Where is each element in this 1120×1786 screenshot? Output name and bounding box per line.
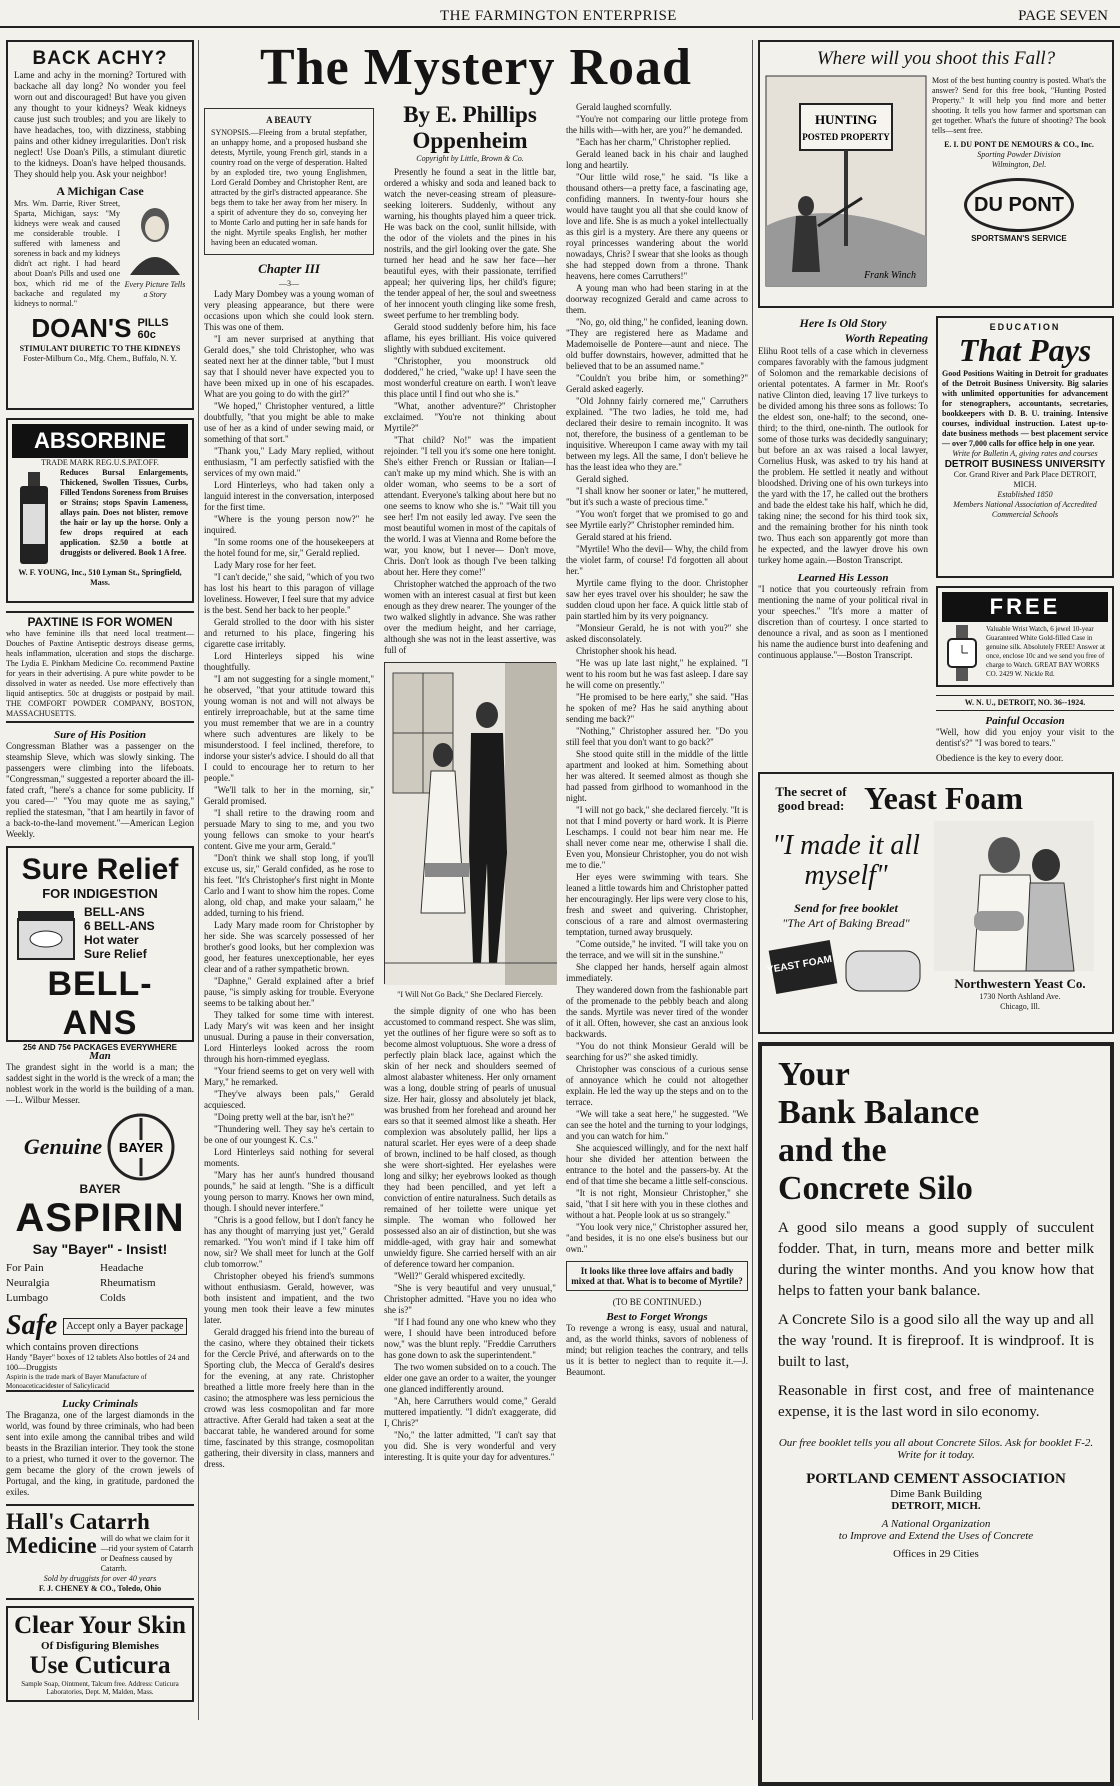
absorbine-trademark: TRADE MARK REG.U.S.PAT.OFF. <box>41 458 159 467</box>
doans-tagline: STIMULANT DIURETIC TO THE KIDNEYS <box>19 344 181 353</box>
yeast-city: Chicago, Ill. <box>1000 1002 1040 1011</box>
svg-text:BAYER: BAYER <box>118 1140 164 1155</box>
silo-paragraph: A Concrete Silo is a good silo all the way up and all the way 'round. It is fireproof. It is windproof. It is built to last, <box>778 1312 1094 1370</box>
aspirin-use: Colds <box>100 1292 126 1304</box>
absorbine-ad <box>6 418 194 603</box>
dupont-city: Wilmington, Del. <box>991 160 1047 169</box>
synopsis-title: A BEAUTY <box>266 115 312 125</box>
filler-lucky-criminals <box>6 1398 194 1498</box>
halls-brand: Hall's Catarrh <box>6 1509 150 1534</box>
story-paragraph: "Monsieur Gerald, he is not with you?" she asked disconsolately. <box>566 623 748 644</box>
story-paragraph: Christopher shook his head. <box>576 646 677 656</box>
doans-pills-label: PILLS <box>137 316 169 329</box>
story-paragraph: "Nothing," Christopher assured her. "Do you still feel that you don't want to go back?" <box>566 726 748 747</box>
halls-sold: Sold by druggists for over 40 years <box>43 1574 157 1583</box>
story-paragraph: "Daphne," Gerald explained after a brief pause, "is simply asking for trouble. Everyone seems to be talking about her." <box>204 976 374 1008</box>
story-paragraph: Lady Mary made room for Christopher by her side. She was scarcely possessed of her brother's good looks, but her complexion was good, her features unexceptionable, her eyes clear and of a rather sympathetic brown. <box>204 920 374 974</box>
yeast-address: 1730 North Ashland Ave. <box>979 992 1061 1001</box>
doans-ad <box>6 40 194 410</box>
story-text <box>384 1006 556 1463</box>
bayer-aspirin-ad <box>6 1112 194 1392</box>
bayer-cross-icon <box>106 1112 176 1182</box>
story-paragraph: Her eyes were swimming with tears. She leaned a little towards him and Christopher patted her encouragingly. Her lips were very close to his, fresh and sweet and quivering. Christopher, conscious of a rare and almost overmastering temptation, turned away brusquely. <box>566 872 748 937</box>
absorbine-body: Reduces Bursal Enlargements, Thickened, Swollen Tissues, Curbs, Filled Tendons Soreness from Bruises or Strains; stops Spavin Lameness, allays pain. Does not blister, remove the hair or lay up the horse. Only a few drops required at each application. $2.50 a bottle at druggists or delivered. Book 1 A free. <box>60 468 188 557</box>
dbu-established: Established 1850 <box>997 490 1053 499</box>
filler-title: Painful Occasion <box>985 715 1065 727</box>
story-paragraph: "No," the latter admitted, "I can't say that you did. She is very wonderful and very interesting. It is quite your day for adventures." <box>384 1430 556 1462</box>
story-paragraph: "We'll talk to her in the morning, sir," Gerald promised. <box>204 785 374 806</box>
filler-title: Worth Repeating <box>844 331 928 345</box>
filler-sure-of-position <box>6 729 194 840</box>
yeast-booklet: "The Art of Baking Bread" <box>782 916 910 930</box>
story-paragraph: "Where is the young person now?" he inquired. <box>204 514 374 535</box>
package-text: YEAST FOAM <box>766 953 833 977</box>
cuticura-line: Of Disfiguring Blemishes <box>41 1640 159 1652</box>
wrist-watch-icon <box>942 625 982 681</box>
chapter-heading: Chapter III <box>258 261 320 276</box>
story-paragraph: "He was up late last night," he explained. "I went to his room but he was fast asleep. I dare say he will come on presently." <box>566 658 748 690</box>
story-paragraph: "He promised to be here early," she said. "Has he spoken of me? Has he said anything about sending me back?" <box>566 692 748 724</box>
synopsis-box <box>204 108 374 255</box>
paxtine-headline: PAXTINE IS FOR WOMEN <box>27 615 173 629</box>
doans-body: Lame and achy in the morning? Tortured with backache all day long? No wonder you feel worn out and discouraged! But have you given any thought to your kidneys? Weak kidneys cause just such troubles; and you are likely to have headaches, too, with dizziness, stabbing pains and other kidney irregularities. Don't risk neglect! Use Doan's Pills, a stimulant diuretic to the kidneys. Doan's have helped thousands. They should help you. Ask your neighbor! <box>14 70 186 179</box>
doans-case-title: A Michigan Case <box>56 184 144 198</box>
aspirin-insist: Say "Bayer" - Insist! <box>32 1241 168 1257</box>
story-paragraph: "We hoped," Christopher ventured, a little doubtfully, "that you might be able to make use of her as a kind of under sewing maid, or something of that sort." <box>204 401 374 444</box>
story-teaser: It looks like three love affairs and badly mixed at that. What is to become of Myrtile? <box>566 1261 748 1291</box>
bellans-package-label: BELL-ANS <box>84 905 145 919</box>
filler-body: To revenge a wrong is easy, usual and natural, and, as the world thinks, savors of nobleness of mind; but religion teaches the contrary, and tells us it is better to neglect than to requite it.—J. Beaumont. <box>566 1323 748 1377</box>
story-paragraph: Lord Hinterleys, who had taken only a languid interest in the conversation, interposed for the first time. <box>204 480 374 512</box>
doans-brand: DOAN'S <box>31 313 132 343</box>
dupont-ad <box>758 40 1114 308</box>
column-rule <box>752 40 753 1720</box>
silo-booklet: Our free booklet tells you all about Concrete Silos. Ask for booklet F-2. Write for it today. <box>778 1437 1094 1461</box>
silo-headline: Concrete Silo <box>778 1170 973 1207</box>
pca-purpose: to Improve and Extend the Uses of Concrete <box>838 1530 1034 1542</box>
filler-title: Sure of His Position <box>54 729 146 741</box>
filler-maxim: Obedience is the key to every door. <box>936 753 1064 763</box>
dupont-division: Sporting Powder Division <box>977 150 1061 159</box>
doans-testimonial: Mrs. Wm. Darrie, River Street, Sparta, Michigan, says: "My kidneys were weak and caused me considerable trouble. I suffered with lameness and soreness in back and my kidneys didn't act right. I had heard about Doan's Pills and used one box, which rid me of the backache and regulated my kidneys to normal." <box>14 199 120 308</box>
silo-headline: and the <box>778 1132 887 1169</box>
story-paragraph: "It is not right, Monsieur Christopher," she said, "that I sit here with you in these clothes and without a hat. People look at us so strangely." <box>566 1188 748 1220</box>
story-paragraph: "Your friend seems to get on very well with Mary," he remarked. <box>204 1066 374 1087</box>
story-paragraph: "Thundering well. They say he's certain to be one of our youngest K. C.s." <box>204 1124 374 1145</box>
story-paragraph: "Each has her charm," Christopher replied. <box>576 137 731 147</box>
aspirin-trademark: Aspirin is the trade mark of Bayer Manufacture of Monoaceticacidester of Salicylicacid <box>6 1373 147 1390</box>
story-paragraph: Lady Mary rose for her feet. <box>214 560 316 570</box>
aspirin-boxes: Handy "Bayer" boxes of 12 tablets Also bottles of 24 and 100—Druggists <box>6 1353 190 1372</box>
woman-portrait-icon <box>124 199 186 275</box>
story-paragraph: "If I had found any one who knew who they were, I should have been introduced before now," was the blunt reply. "Freddie Carruthers has gone down to ask the superintendent." <box>384 1317 556 1360</box>
synopsis-text: SYNOPSIS.—Fleeing from a brutal stepfather, an unhappy home, and a proposed husband she detests, Myrtile, young French girl, stands in a country road on the verge of desperation. Halted by an exploded tire, two young Englishmen, Lord Gerald Dombey and Christopher Rent, are attracted by the girl's distracted appearance. She begs them to take her away from her misery. In a spirit of adventure they do so, conveying her to Monte Carlo and putting her in safe hands for the night. Myrtile speaks English, her mother having been an educated woman. <box>211 128 367 247</box>
to-be-continued: (TO BE CONTINUED.) <box>612 1297 702 1307</box>
story-paragraph: "We will take a seat here," he suggested. "We can see the hotel and the turning to your lodgings, and you can watch for him." <box>566 1109 748 1141</box>
story-column <box>384 102 556 1471</box>
story-paragraph: "Mary has her aunt's hundred thousand pounds," he said at length. "She is a difficult young person to marry. Knows her own mind, though. I should never interfere." <box>204 1170 374 1213</box>
pca-city: DETROIT, MICH. <box>891 1500 981 1512</box>
cuticura-ad <box>6 1606 194 1702</box>
story-text <box>204 289 374 1470</box>
filler-title: Learned His Lesson <box>797 572 889 584</box>
story-paragraph: Christopher was conscious of a curious sense of annoyance which he could not altogether explain. He led the way up the steps and on to the terrace. <box>566 1064 748 1107</box>
paxtine-body: who have feminine ills that need local treatment—Douches of Paxtine Antiseptic destroys disease germs, heals inflammation, ulceration and stops the discharge. The Lydia E. Pinkham Medicine Co. recommend Paxtine for years in their advertising. A pure white powder to be dissolved in water as needed. Use more effectively than liquid antiseptics. 50c at druggists or postpaid by mail. THE COMFORT POWDER COMPANY, BOSTON, MASSACHUSETTS. <box>6 629 194 718</box>
halls-ad <box>6 1504 194 1600</box>
dbu-write: Write for Bulletin A, giving rates and courses <box>952 449 1098 458</box>
women-baking-icon <box>934 821 1094 971</box>
sign-text: POSTED PROPERTY <box>802 132 890 142</box>
doans-price: 60c <box>137 328 156 341</box>
filler-title: Here Is Old Story <box>799 316 887 330</box>
bellans-note: 6 BELL-ANS <box>84 919 155 933</box>
dbu-body: Good Positions Waiting in Detroit for graduates of the Detroit Business University. Big salaries with unlimited opportunities for advancement for stenographers, accountants, secretaries, bookkeepers with D. B. U. training. Intensive courses, individual instruction. Latest up-to-date business methods — best placement service — over 7,000 calls for office help in one year. <box>942 369 1108 448</box>
halls-maker: F. J. CHENEY & CO., Toledo, Ohio <box>38 1584 162 1593</box>
story-column <box>204 102 374 1471</box>
yeast-brand: Yeast Foam <box>864 780 1024 816</box>
yeast-quote: "I made it all myself" <box>772 830 920 891</box>
filler-man <box>6 1050 194 1106</box>
portrait-caption: Every Picture Tells a Story <box>124 280 186 299</box>
story-paragraph: Presently he found a seat in the little bar, ordered a whisky and soda and leaned back to watch the never-ceasing stream of pleasure-seeking loiterers. Suddenly, without any warning, his thoughts played him a queer trick. He was back on the cool, sunlit hillside, with the odor of the violets and the pines in his nostrils, and the girl looking over the gate. She turned her head and he saw her face—her beautiful eyes, with their passionate, terrified appeal; her quivering lips, her child's figure; the tender appeal of her, the soul and sweetness of her innocent youth clinging like some fresh, sweet perfume to her trembling body. <box>384 167 556 320</box>
bellans-ad <box>6 846 194 1052</box>
bayer-name: BAYER <box>79 1182 121 1196</box>
doans-maker: Foster-Milburn Co., Mfg. Chem., Buffalo, N. Y. <box>23 354 177 363</box>
masthead <box>0 0 1120 28</box>
story-paragraph: "I shall know her sooner or later," he muttered, "but it's such a waste of precious time." <box>566 486 748 507</box>
newspaper-name: THE FARMINGTON ENTERPRISE <box>440 8 677 24</box>
detroit-business-ad <box>936 316 1114 578</box>
story-text <box>384 167 556 656</box>
doans-headline: BACK ACHY? <box>32 48 168 69</box>
silo-headline: Bank Balance <box>778 1094 980 1131</box>
illustration-couple-icon <box>385 663 557 985</box>
story-paragraph: "Come outside," he invited. "I will take you on the terrace, and we will sit in the sunshine." <box>566 939 748 960</box>
yeast-maker: Northwestern Yeast Co. <box>954 976 1086 991</box>
aspirin-uses-list <box>6 1261 194 1306</box>
story-paragraph: "Our little wild rose," he said. "Is like a thousand others—a pretty face, a fascinating age, confiding manners. In twenty-four hours she would have taught you all that she could know of love and life. She is as much a yokel intellectually as this girl is a mystery. Are there any queens or royal princesses wandering about the world nowadays, Chris? I swear that she looks as though she had stepped down from a throne. Thank heavens, here comes Carruthers!" <box>566 172 748 281</box>
story-paragraph: The two women subsided on to a couch. The elder one gave an order to a waiter, the younger one glanced indifferently around. <box>384 1362 556 1394</box>
story-paragraph: "Don't think we shall stop long, if you'll excuse us, sir," Gerald confided, as he rose to his feet. "It's Christopher's first night in Monte Carlo and I want to show him the ropes. Come along, old chap, and make your salaam," he added, turning to his friend. <box>204 853 374 918</box>
story-paragraph: She stood quite still in the middle of the little apartment and looked at him. Something about her was altered. It seemed almost as though she had passed from girlhood to womanhood in the night. <box>566 749 748 803</box>
story-paragraph: Gerald stared at his friend. <box>576 532 672 542</box>
column-rule <box>198 40 199 1720</box>
aspirin-accept: Accept only a Bayer package <box>63 1318 186 1335</box>
cuticura-line: Clear Your Skin <box>14 1612 186 1639</box>
dupont-headline: Where will you shoot this Fall? <box>816 48 1056 69</box>
that-pays-script: That Pays <box>958 332 1092 368</box>
dbu-members: Members National Association of Accredited Commercial Schools <box>953 500 1097 519</box>
bellans-subhead: FOR INDIGESTION <box>42 886 158 901</box>
concrete-silo-ad <box>758 1042 1114 1786</box>
story-paragraph: A young man who had been staring in at the doorway recognized Gerald and came across to them. <box>566 283 748 315</box>
filler-body: Elihu Root tells of a case which in cleverness compares favorably with the famous judgment of Solomon and the remarkable decisions of oriental potentates. A farmer in Mr. Root's native Clinton died, leaving 17 live turkeys to be divided among his three sons as follows: To the eldest son, one-half; to the second, one-third; to the third, one-ninth. The outlook for some of those turks was decidedly sanguinary; but before an ax was raised a local lawyer, Cornelius Husk, was asked to try his hand at the problem. He settled it neatly and without bloodshed. Driving one of his own turkeys into the yard with the 17, he called out the brothers and bade the eldest take his half, which he did, taking nine; the second for his third took six, and the remaining brother for his ninth took two. Thus each son apparently got more than he expected, and the lawyer drove his own turkey home again.—Boston Transcript. <box>758 346 928 565</box>
yeast-foam-ad <box>758 772 1114 1034</box>
story-illustration <box>384 662 556 984</box>
aspirin-use: For Pain <box>6 1262 44 1274</box>
bellans-headline: Sure Relief <box>21 853 179 886</box>
paxtine-ad <box>6 611 194 723</box>
pca-national: A National Organization <box>881 1518 991 1530</box>
story-paragraph: Gerald leaned back in his chair and laughed long and heartily. <box>566 149 748 170</box>
story-byline: By E. Phillips Oppenheim <box>403 102 537 153</box>
dupont-logo-sub: SPORTSMAN'S SERVICE <box>971 234 1067 243</box>
story-paragraph: Lord Hinterleys sipped his wine thoughtfully. <box>204 651 374 672</box>
story-paragraph: Christopher watched the approach of the two women with an interest casual at first but keen enough as they drew nearer. The younger of the two walked slightly in advance. She was rather over the medium height, and her carriage, although she was not in the least assertive, was full of <box>384 579 556 655</box>
hunting-sign-icon <box>766 76 926 286</box>
story-paragraph: "Chris is a good fellow, but I don't fancy he has any thought of marrying just yet," Gerald remarked. "You won't mind if I take him off now, sir? We shall meet for lunch at the Golf club tomorrow." <box>204 1215 374 1269</box>
artist-signature: Frank Winch <box>864 270 916 281</box>
story-paragraph: "Myrtile! Who the devil— Why, the child from the violet farm, of course! I'd forgotten all about her." <box>566 544 748 576</box>
filler-body: "Well, how did you enjoy your visit to the dentist's?" "I was bored to tears." <box>936 727 1114 748</box>
bellans-prices: 25¢ AND 75¢ PACKAGES EVERYWHERE <box>23 1043 177 1052</box>
filler-title: Best to Forget Wrongs <box>606 1311 708 1323</box>
absorbine-maker: W. F. YOUNG, Inc., 510 Lyman St., Springfield, Mass. <box>18 568 182 587</box>
page-number: PAGE SEVEN <box>1018 8 1108 24</box>
bellans-note: Sure Relief <box>84 947 147 961</box>
absorbine-brand: ABSORBINE <box>12 424 188 458</box>
story-paragraph: "That child? No!" was the impatient rejoinder. "I tell you it's some one here tonight. She's either French or Russian or Italian—I can't make up my mind which. She is with an older woman, who seems to be a sort of attendant. Everyone's talking about here but no one seems to know who she is." "Wait till you see her! I'm not easily led away. I've seen the most beautiful women in most of the capitals of the world. I was at Vienna and Rome before the war, you know, but I never— Don't move, Chris. Don't look as though I've been talking about her. Here they come!" <box>384 435 556 577</box>
story-paragraph: They wandered down from the fashionable part of the promenade to the pebbly beach and along the sands. Myrtile was never tired of the wonder of it all. Often, however, she cast an anxious look backwards. <box>566 985 748 1039</box>
filler-title: Lucky Criminals <box>61 1398 139 1410</box>
dupont-maker: E. I. DU PONT DE NEMOURS & CO., Inc. <box>944 140 1094 149</box>
story-paragraph: "I am not suggesting for a single moment," he observed, "that your attitude toward this young woman is not and will not always be entirely irreproachable, but at the same time you must remember that we are in a country where such adventures are likely to be misunderstood. I feel inclined, therefore, to indorse your sister's advice. I should do all that I could to encourage her to return to her people." <box>204 674 374 783</box>
cuticura-brand: Use Cuticura <box>29 1652 171 1679</box>
aspirin-use: Lumbago <box>6 1292 49 1304</box>
story-paragraph: "Well?" Gerald whispered excitedly. <box>394 1271 525 1281</box>
yeast-package-icon <box>766 937 926 995</box>
bellans-package-icon <box>14 905 78 961</box>
story-paragraph: "Christopher, you moonstruck old doddered," he cried, "wake up! I have seen the most wonderful creature on earth. I won't leave this place until I find out who she is." <box>384 356 556 399</box>
story-paragraph: "You're not comparing our little protege from the hills with—with her, are you?" he demanded. <box>566 114 748 135</box>
bellans-note: Hot water <box>84 933 139 947</box>
wnu-footer: W. N. U., DETROIT, NO. 36--1924. <box>936 695 1114 711</box>
story-paragraph: Lady Mary Dombey was a young woman of very pleasing appearance, but there were occasions upon which she could look stern. This was one of them. <box>204 289 374 332</box>
aspirin-brand: ASPIRIN <box>15 1196 185 1240</box>
bellans-brand: BELL-ANS <box>47 965 153 1042</box>
illustration-caption: "I Will Not Go Back," She Declared Fiercely. <box>397 990 543 999</box>
story-text <box>566 102 748 1255</box>
dupont-logo-text: DU PONT <box>974 193 1064 216</box>
story-paragraph: Myrtile came flying to the door. Christopher saw her eyes travel over his shoulder; he saw the sudden cloud upon her face. A quick little stab of pain startled him by its very poignancy. <box>566 578 748 621</box>
silo-paragraph: A good silo means a good supply of succulent fodder. That, in turn, means more and better milk during the winter months. And you know how that helps to fatten your bank balance. <box>778 1220 1094 1299</box>
bottle-icon <box>12 468 56 568</box>
story-paragraph: "I shall retire to the drawing room and persuade Mary to sing to me, and you two young fellows can smoke to your heart's content. Give me your arm, Gerald." <box>204 808 374 851</box>
filler-body: Congressman Blather was a passenger on the steamship Sleve, which was slowly sinking. The passengers were climbing into the lifeboats. "Congressman," suggested a reporter aboard the ill-fated craft, "here's a chance for some publicity. If you cared—" "You may quote me as saying," replied the statesman, "that I am heartily in favor of a back-to-the-land movement."—American Legion Weekly. <box>6 741 194 839</box>
dbu-address: Cor. Grand River and Park Place DETROIT, MICH. <box>953 470 1097 489</box>
story-paragraph: Gerald dragged his friend into the bureau of the casino, where they obtained their tickets for the Cercle Privé, and afterwards on to the Sporting club, the Mecca of Gerald's desires for the evening, at any rate. Christopher breathed a little more freely here than in the casino; the atmosphere was less pernicious the crowd was less cosmopolitan and far more attractive. After Gerald had taken a seat at the baccarat table, he wandered around for some time, fascinated by this strange, cosmopolitan gathering, their diversity in class, manners and dress. <box>204 1327 374 1469</box>
story-paragraph: "I will not go back," she declared fiercely. "It is not that I mind poverty or hard work. It is Pierre Leschamps. I could not bear him near me. He shall never come near me, otherwise I shall die. Even you, Monsieur Christopher, you do not wish me to die." <box>566 805 748 870</box>
story-paragraph: "I can't decide," she said, "which of you two has lost his heart to this paragon of village loveliness. However, I feel sure that my advice is the best. Send her back to her people." <box>204 572 374 615</box>
story-paragraph: "She is very beautiful and very unusual," Christopher admitted. "Have you no idea who she is?" <box>384 1283 556 1315</box>
free-watch-ad <box>936 586 1114 687</box>
story-paragraph: "You won't forget that we promised to go and see Myrtile early?" Christopher reminded him. <box>566 509 748 530</box>
story-paragraph: She clapped her hands, herself again almost immediately. <box>566 962 748 983</box>
story-paragraph: They talked for some time with interest. Lady Mary's wit was keen and her insight unusual. During a pause in their conversation, Lord Hinterleys looked across the room through his horn-rimmed eyeglass. <box>204 1010 374 1064</box>
story-paragraph: "You do not think Monsieur Gerald will be searching for us?" she asked timidly. <box>566 1041 748 1062</box>
story-paragraph: She acquiesced willingly, and for the next half hour she divided her attention between the entrance to the hotel and the passers-by. At the end of that time she became a little self-conscious. <box>566 1143 748 1186</box>
story-copyright: Copyright by Little, Brown & Co. <box>416 154 524 163</box>
serial-story <box>204 40 748 1722</box>
story-paragraph: "Couldn't you bribe him, or something?" Gerald asked eagerly. <box>566 373 748 394</box>
filler-body: The grandest sight in the world is a man; the saddest sight in the world is the wreck of a man; the noblest work in the world is the building of a man.—L. Wilbur Messer. <box>6 1062 194 1105</box>
sign-text: HUNTING <box>814 112 878 127</box>
aspirin-safe: Safe <box>6 1310 58 1341</box>
aspirin-use: Neuralgia <box>6 1277 50 1289</box>
yeast-send: Send for free booklet <box>794 901 898 915</box>
story-column <box>566 102 748 1471</box>
halls-brand: Medicine <box>6 1533 97 1558</box>
right-ad-column <box>758 40 1114 1722</box>
pca-name: PORTLAND CEMENT ASSOCIATION <box>806 1471 1066 1487</box>
free-watch-body: Valuable Wrist Watch, 6 jewel 10-year Guaranteed White Gold-filled Case in genuine silk. Absolutely FREE! Answer at once, enclose 10c and we send you free of charge to Watch. GREAT BAY WORKS CO. 2429 W. Nickle Rd. <box>986 625 1105 678</box>
story-paragraph: the simple dignity of one who has been accustomed to command respect. She was slim, yet the outlines of her figure were so soft as to become almost voluptuous. She wore a dress of perfectly plain black lace, against which the skin of her neck and shoulders seemed of almost alabaster whiteness. Her only ornament was a long, double string of pearls of unusual size. Her hair, glossy and absolutely jet black, was brushed from her forehead and around her ears so that it seemed almost like a sheath. Her complexion was absolutely pallid, her lips a natural scarlet. Her eyes were of a deep shade of brown, inclined to be half closed, as though she were short-sighted. Her eyelashes were long and silky; her eyebrows looked as though they had been pencilled, and yet left a conviction of entire naturalness. Such details as remained of her toilette were unique yet simple. The woman who followed her possessed also an air of distinction, but she was middle-aged, with gray hair and somewhat unwieldy figure. She carried herself with an air of deference toward her companion. <box>384 1006 556 1269</box>
story-paragraph: "Doing pretty well at the bar, isn't he?" <box>214 1112 355 1122</box>
silo-paragraph: Reasonable in first cost, and free of maintenance expense, it is the last word in silo economy. <box>778 1383 1094 1420</box>
dupont-logo <box>964 178 1074 232</box>
story-title: The Mystery Road <box>260 39 692 96</box>
aspirin-use: Headache <box>100 1262 144 1274</box>
story-paragraph: Gerald sighed. <box>576 474 629 484</box>
story-paragraph: "I am never surprised at anything that Gerald does," she told Christopher, who was seated next her at the dinner table, "but I must say that I should never have expected you to have been mixed up in one of his escapades. What are you going to do with the girl?" <box>204 334 374 399</box>
dupont-body: Most of the best hunting country is posted. What's the answer? Send for this free book, "Hunting Posted Property." It will help you find more and better shooting. It tells you how farmer and sportsman can get together. What's the future of shooting? The book tells—sent free. <box>932 76 1106 135</box>
story-paragraph: Christopher obeyed his friend's summons without enthusiasm. Gerald, however, was both insistent and impatient, and the two young men took their leave a few minutes later. <box>204 1271 374 1325</box>
story-paragraph: Gerald strolled to the door with his sister and returned to his place, fingering his cigarette case irritably. <box>204 617 374 649</box>
story-paragraph: "Old Johnny fairly cornered me," Carruthers explained. "The two ladies, he told me, had declared their desire to remain incognito. It was not, therefore, the business of a gentleman to be inquisitive. Whereupon I came away with my tail between my legs. All the same, I don't believe he has the least idea who they are." <box>566 396 748 472</box>
bayer-genuine: Genuine <box>23 1134 103 1159</box>
dbu-name: DETROIT BUSINESS UNIVERSITY <box>944 459 1106 470</box>
aspirin-directions: which contains proven directions <box>6 1342 139 1353</box>
story-paragraph: "What, another adventure?" Christopher exclaimed. "You're not thinking about Myrtile?" <box>384 401 556 433</box>
silo-headline: Your <box>778 1056 850 1093</box>
filler-column <box>758 316 928 764</box>
story-paragraph: "You look very nice," Christopher assured her, "and besides, it is no one else's business but our own." <box>566 1222 748 1254</box>
story-paragraph: Lord Hinterleys said nothing for several moments. <box>204 1147 374 1168</box>
filler-title: Man <box>89 1050 111 1062</box>
story-paragraph: Gerald laughed scornfully. <box>576 102 672 112</box>
left-ad-column <box>6 40 194 1722</box>
pca-building: Dime Bank Building <box>890 1488 982 1500</box>
story-paragraph: "No, go, old thing," he confided, leaning down. "They are registered here as Madame and Mademoiselle de Pontere—aunt and niece. The old buffer downstairs, however, admitted that he believed that to be an assumed name." <box>566 317 748 371</box>
aspirin-use: Rheumatism <box>100 1277 156 1289</box>
story-paragraph: Gerald stood suddenly before him, his face aflame, his eyes brilliant. His voice quivered slightly with subdued excitement. <box>384 322 556 354</box>
filler-body: "I notice that you courteously refrain from mentioning the name of your political rival in your speeches." "It's more a matter of discretion than of courtesy. I once started to denounce a rival, and as soon as I mentioned his name the audience burst into deafening and continuous applause."—Boston Transcript. <box>758 584 928 660</box>
story-paragraph: "Ah, here Carruthers would come," Gerald muttered impatiently. "I didn't exaggerate, did I, Chris?" <box>384 1396 556 1428</box>
story-paragraph: "They've always been pals," Gerald acquiesced. <box>204 1089 374 1110</box>
yeast-secret: The secret of good bread: <box>775 783 847 813</box>
chapter-number: —3— <box>279 279 299 288</box>
filler-body: The Braganza, one of the largest diamonds in the world, was found by three criminals, who had been sent into exile among the cannibal tribes and wild beasts in the Brazilian interior. They took the stone to a priest, who turned it over to the governor. The gem became the glory of the crown jewels of Portugal, and the king, in gratitude, pardoned the exiles. <box>6 1410 194 1497</box>
story-paragraph: "In some rooms one of the housekeepers at the hotel found for me, sir," Gerald replied. <box>204 537 374 558</box>
story-paragraph: "Thank you," Lady Mary replied, without enthusiasm, "I am perfectly satisfied with the services of my own maid." <box>204 446 374 478</box>
free-label: FREE <box>942 592 1108 622</box>
cuticura-address: Sample Soap, Ointment, Talcum free. Address: Cuticura Laboratories, Dept. M, Malden, Mass. <box>21 1680 179 1696</box>
education-label: EDUCATION <box>989 322 1061 332</box>
pca-offices: Offices in 29 Cities <box>893 1548 979 1560</box>
halls-claim: will do what we claim for it—rid your system of Catarrh or Deafness caused by Catarrh. <box>100 1534 194 1573</box>
